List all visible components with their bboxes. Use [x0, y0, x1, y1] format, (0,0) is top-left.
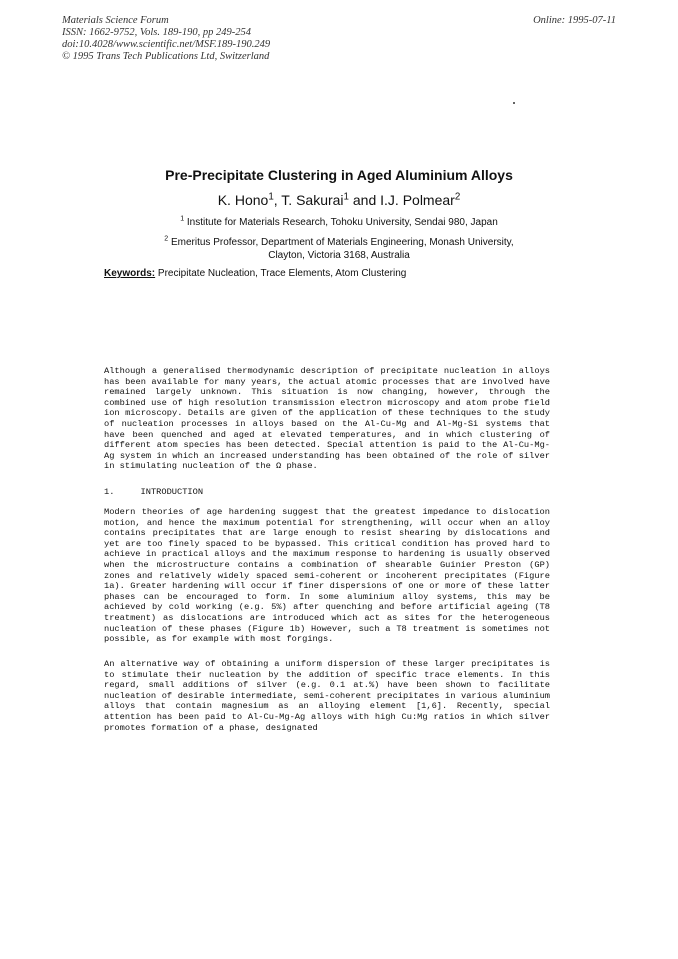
- section-number: 1.: [104, 487, 115, 497]
- issn-line: ISSN: 1662-9752, Vols. 189-190, pp 249-254: [62, 27, 251, 38]
- paper-title: Pre-Precipitate Clustering in Aged Aluminium Alloys: [165, 167, 513, 183]
- affiliation-marker: 2: [164, 235, 169, 243]
- affiliation-line: [0, 236, 678, 249]
- section-heading: [104, 487, 203, 498]
- section-title: INTRODUCTION: [140, 487, 204, 497]
- author-hono: K. Hono: [217, 192, 269, 208]
- doi-line: doi:10.4028/www.scientific.net/MSF.189-190.249: [62, 39, 271, 50]
- affiliation-marker: 1: [343, 191, 349, 203]
- keywords-label: Keywords:: [104, 268, 156, 279]
- affiliation-marker: 2: [454, 191, 461, 203]
- affiliation-marker: 1: [180, 215, 185, 223]
- copyright-line: © 1995 Trans Tech Publications Ltd, Switzerland: [62, 51, 270, 62]
- affiliation-text: Emeritus Professor, Department of Materials Engineering, Monash University,: [168, 237, 514, 248]
- body-paragraph-1: Modern theories of age hardening suggest that the greatest impedance to dislocation motion, and hence the maximum potential for strengthening, will occur when an alloy contains precipitates that are large enough to resist shearing by dislocations and yet are too finely spaced to be bypassed. This critical condition has proved hard to achieve in practical alloys and the maximum response to hardening is usually observed when the microstructure contains a combination of shearable Guinier Preston (GP) zones and relatively widely spaced semi-coherent or incoherent precipitates (Figure 1a). Greater hardening will occur if finer dispersions of one or more of these latter phases can be encouraged to form. In some aluminium alloy systems, this may be achieved by cold working (e.g. 5%) after quenching and before artificial ageing (T8 treatment) as dislocations are introduced which act as sites for the heterogeneous nucleation of these phases (Figure 1b) However, such a T8 treatment is sometimes not possible, as for example with most forgings.: [104, 507, 550, 645]
- author-sakurai: , T. Sakurai: [273, 192, 344, 208]
- affiliation-line: Clayton, Victoria 3168, Australia: [268, 250, 410, 261]
- author-polmear: and I.J. Polmear: [349, 192, 455, 208]
- affiliation-text: Institute for Materials Research, Tohoku University, Sendai 980, Japan: [184, 217, 498, 228]
- abstract: Although a generalised thermodynamic description of precipitate nucleation in alloys has been available for many years, the actual atomic processes that are involved have remained largely unknown. This situation is now changing, however, through the combined use of high resolution transmission electron microscopy and atom probe field ion microscopy. Details are given of the application of these techniques to the study of nucleation processes in alloys based on the Al-Cu-Mg and Al-Mg-Si systems that have been quenched and aged at elevated temperatures, and in which clustering of different atom species has been detected. Special attention is paid to the Al-Cu-Mg-Ag system in which an increased understanding has been obtained of the role of silver in stimulating nucleation of the Ω phase.: [104, 366, 550, 472]
- publication-info: [62, 15, 270, 63]
- keywords-list: Precipitate Nucleation, Trace Elements, Atom Clustering: [155, 268, 407, 279]
- affiliation-marker: 1: [268, 191, 274, 203]
- affiliation-2: [0, 236, 678, 262]
- affiliation-1: [0, 216, 678, 229]
- keywords: [104, 268, 406, 279]
- scan-speck: [513, 102, 515, 104]
- online-date: Online: 1995-07-11: [533, 15, 616, 26]
- author-line: [0, 192, 678, 208]
- journal-name: Materials Science Forum: [62, 15, 169, 26]
- body-paragraph-2: An alternative way of obtaining a uniform dispersion of these larger precipitates is to stimulate their nucleation by the addition of specific trace elements. In this regard, small additions of silver (e.g. 0.1 at.%) have been shown to facilitate nucleation of desirable intermediate, semi-coherent precipitates in various aluminium alloys that contain magnesium as an alloying element [1,6]. Recently, special attention has been paid to Al-Cu-Mg-Ag alloys with high Cu:Mg ratios in which silver promotes formation of a phase, designated: [104, 659, 550, 733]
